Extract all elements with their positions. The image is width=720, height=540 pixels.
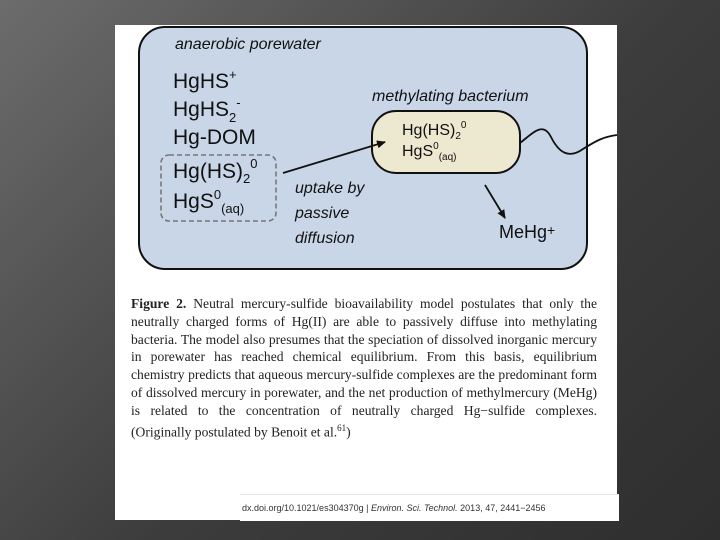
species-4-base: Hg(HS) [173, 160, 244, 183]
slide-card [115, 25, 617, 520]
bacterium-cell [372, 111, 520, 173]
species-5-sup: 0 [213, 187, 222, 202]
citation-separator: | [363, 503, 371, 513]
species-hghs-plus [173, 67, 237, 93]
species-4-sup: 0 [250, 156, 258, 171]
product-base: MeHg [499, 222, 548, 242]
citation-details: 2013, 47, 2441−2456 [457, 503, 546, 513]
citation-bar [240, 494, 619, 521]
cell-species-1-base: Hg(HS) [402, 122, 456, 139]
species-5-base: HgS [173, 190, 214, 213]
porewater-label: anaerobic porewater [175, 36, 321, 53]
species-2-base: HgHS [173, 98, 230, 121]
uptake-line-3: diffusion [295, 230, 355, 247]
bacterium-label: methylating bacterium [372, 88, 529, 105]
figure-label: Figure 2. [131, 296, 187, 311]
product-mehg [499, 222, 555, 242]
cell-species-2-sub: (aq) [438, 152, 457, 163]
caption-end: ) [346, 424, 351, 440]
journal-name: Environ. Sci. Technol. [370, 503, 458, 513]
species-4-sub: 2 [243, 171, 251, 186]
product-sup: + [547, 222, 556, 238]
species-5-sub: (aq) [221, 201, 245, 216]
uptake-line-2: passive [295, 205, 350, 222]
species-hg-dom: Hg-DOM [173, 126, 256, 149]
species-1-sup: + [229, 67, 237, 82]
mercury-diagram [115, 25, 617, 287]
cell-species-2-base: HgS [402, 143, 434, 160]
species-2-sub: 2 [229, 110, 237, 125]
caption-text: Neutral mercury-sulfide bioavailability model postulates that only the neutrally charged forms of Hg(II) are able to passively diffuse into methylating bacteria. The model also presumes that the speciation of dissolved inorganic mercury in porewater has reached chemical equilibrium. From this basis, equilibrium chemistry predicts that aqueous mercury-sulfide complexes are the predominant form of dissolved mercury in porewater, and the net production of methylmercury (MeHg) is related to the concentration of neutrally charged Hg−sulfide complexes. (Originally postulated by Benoit et al. [131, 296, 598, 440]
uptake-line-1: uptake by [295, 180, 365, 197]
doi-link[interactable]: dx.doi.org/10.1021/es304370g [242, 503, 364, 513]
caption-ref: 61 [337, 422, 347, 433]
cell-species-1-sub: 2 [455, 131, 461, 142]
species-1-base: HgHS [173, 70, 230, 93]
figure-caption [131, 295, 597, 441]
species-2-sup: - [236, 95, 241, 110]
cell-species-1-sup: 0 [460, 120, 467, 131]
cell-species-2-sup: 0 [433, 141, 439, 152]
